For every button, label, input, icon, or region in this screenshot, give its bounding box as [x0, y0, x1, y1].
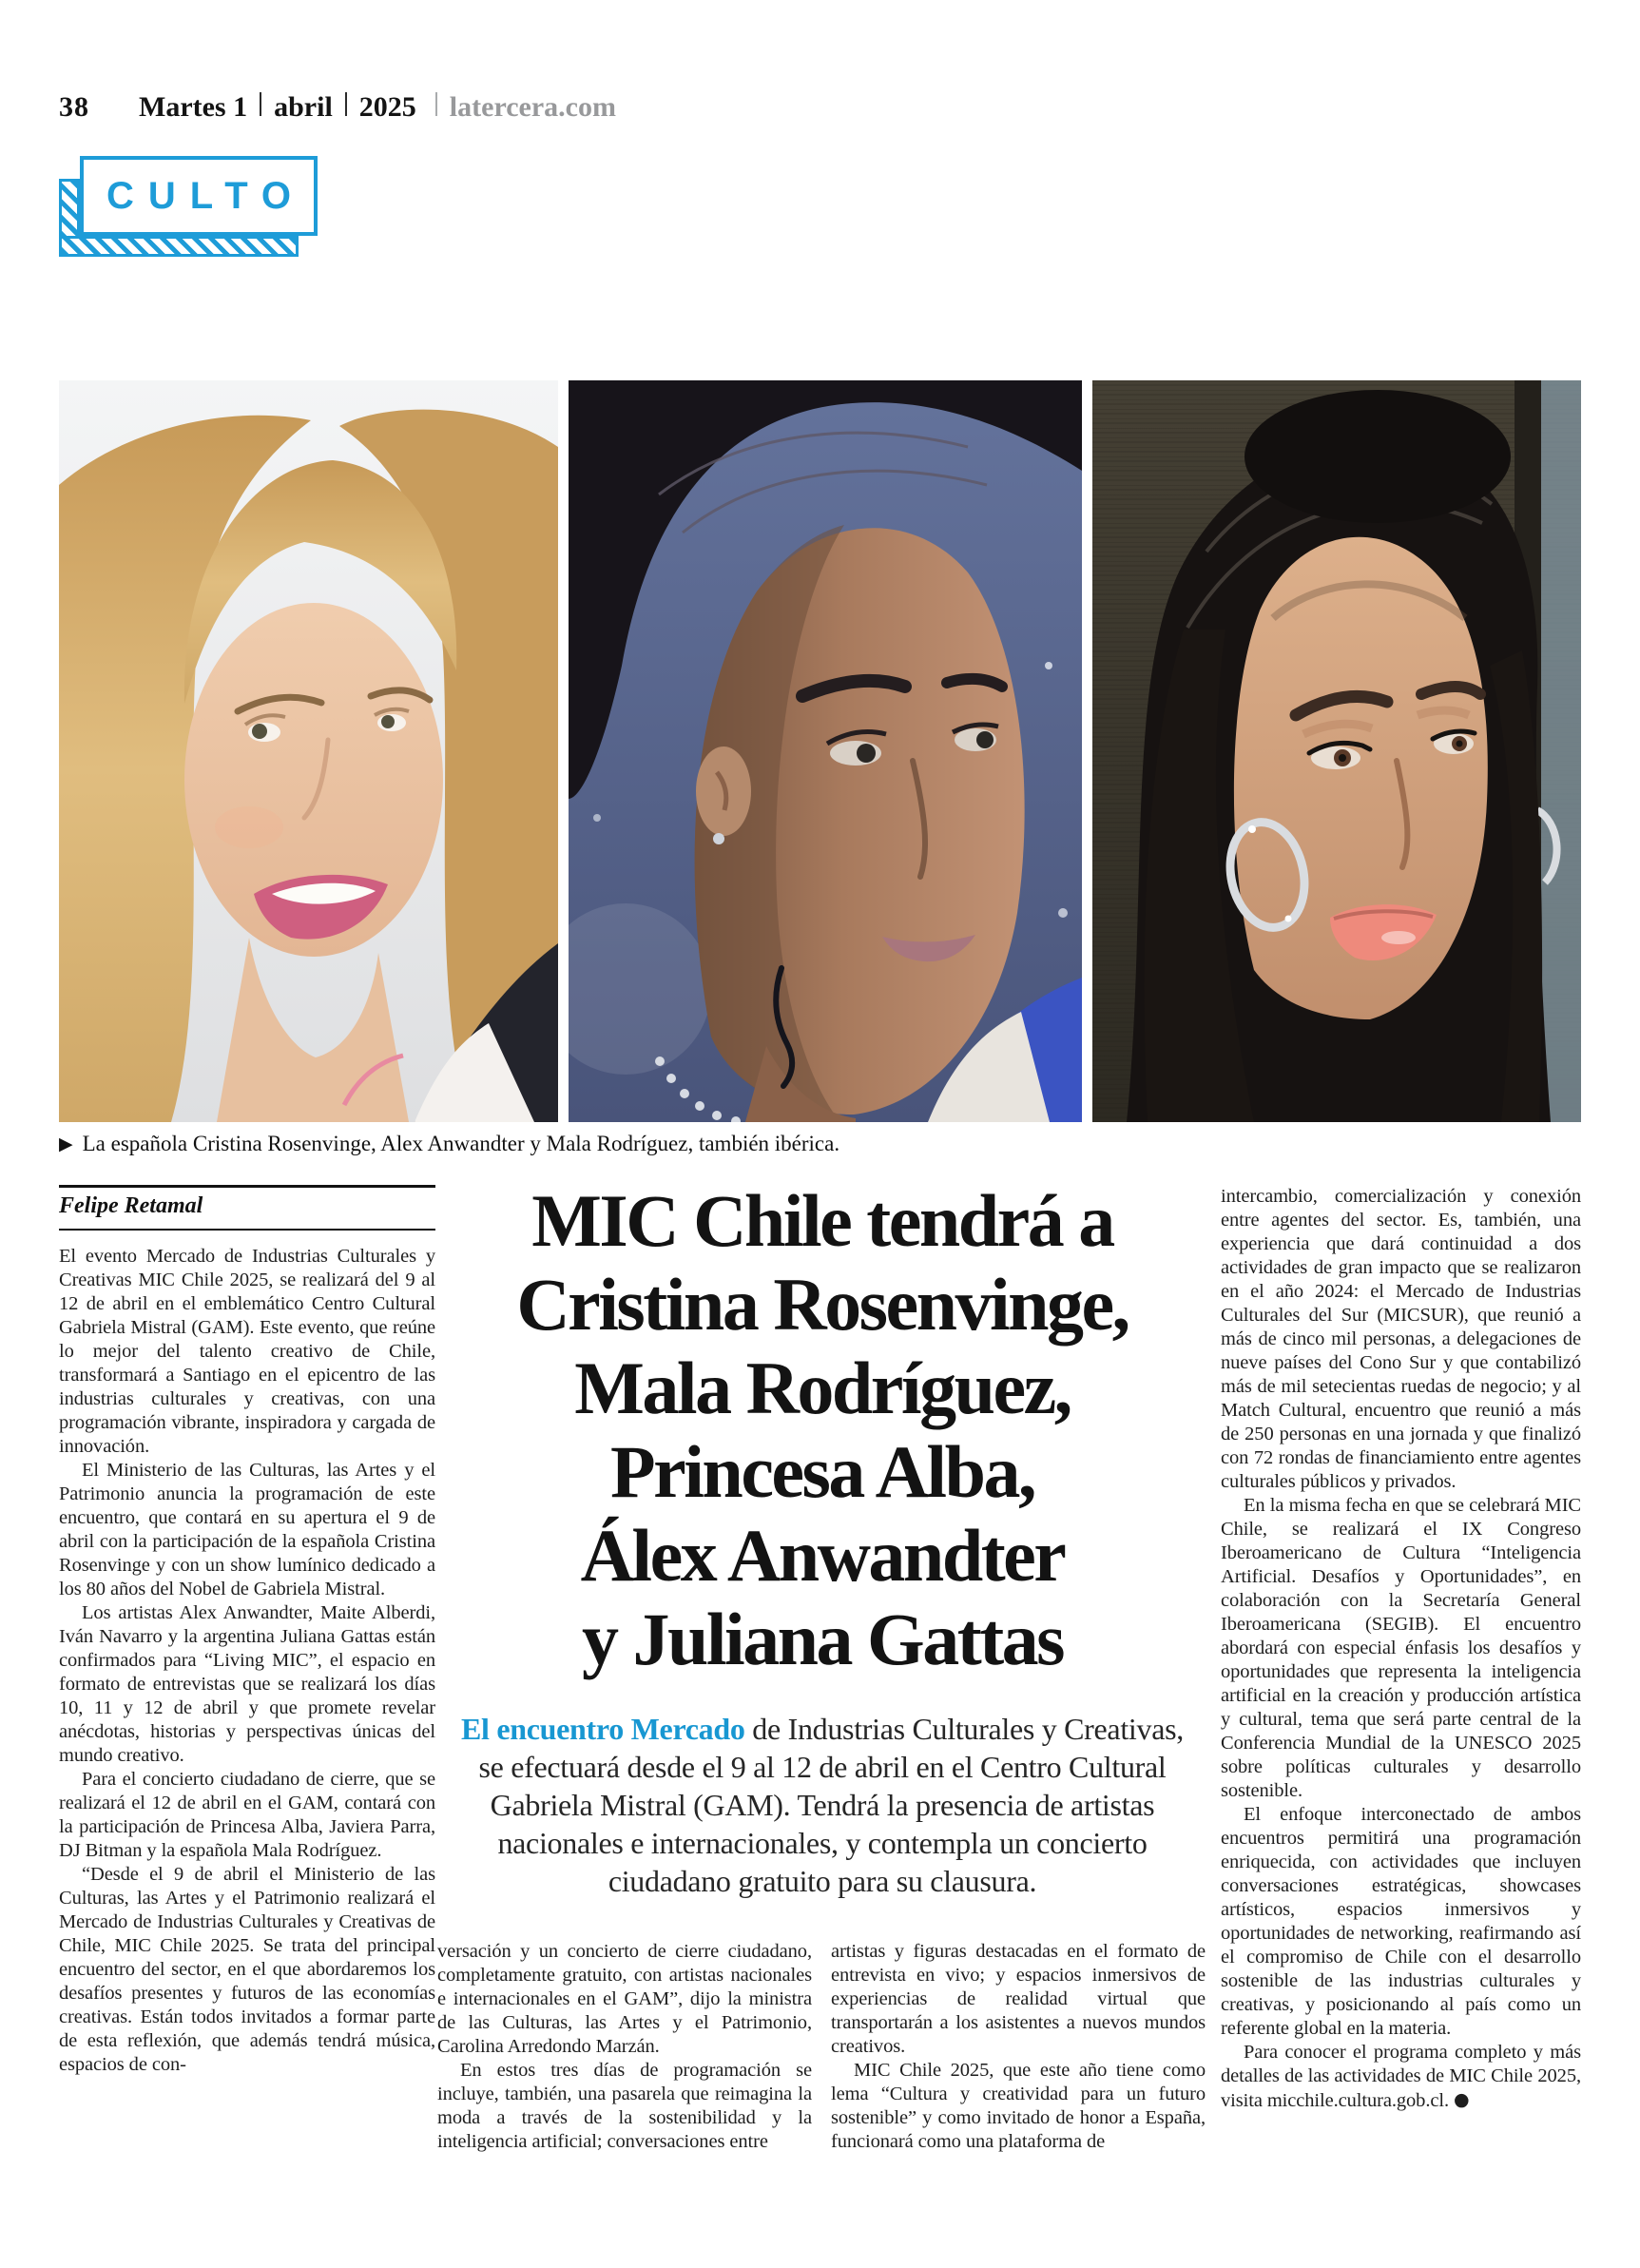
paragraph: Para el concierto ciudadano de cierre, que se realizará el 12 de abril en el GAM, contará con la participación de Princesa Alba, Javiera Parra, DJ Bitman y la española Mala Rodríguez. [59, 1769, 435, 1861]
headline-line: Mala Rodríguez, [574, 1347, 1071, 1429]
closing-paragraph-text: Para conocer el programa completo y más detalles de las actividades de MIC Chile 2025, visita micchile.cultura.gob.cl. [1221, 2042, 1581, 2111]
logo-box [80, 156, 318, 236]
paragraph: El enfoque interconectado de ambos encuentros permitirá una programación enriquecida, con actividades que incluyen conversaciones estratégicas, showcases artísticos, espacios inmersivos y oportunidades de networking, reafirmando así el compromiso de Chile con el desarrollo sostenible de las industrias culturales y creativas, y posicionando al país como un referente global en la materia. [1221, 1804, 1581, 2039]
byline-block [59, 1185, 435, 1231]
masthead-site: latercera.com [449, 91, 616, 123]
lede-highlight: El encuentro Mercado [461, 1712, 745, 1746]
photo-alex-anwandter [569, 380, 1082, 1122]
caption-arrow-icon: ▶ [59, 1134, 73, 1154]
section-logo-label: CULTO [106, 174, 306, 217]
headline-line: Princesa Alba, [610, 1430, 1034, 1513]
lede-text: de Industrias Culturales y Creativas, se efectuará desde el 9 al 12 de abril en el Centro Cultural Gabriela Mistral (GAM). Tendrá la presencia de artistas nacionales e internacionales, y contempla un concierto ciudadano gratuito para su clausura. [478, 1712, 1184, 1898]
article-bottom-right-column [831, 1940, 1206, 2154]
masthead-date-year: 2025 [358, 91, 416, 123]
paragraph: Los artistas Alex Anwandter, Maite Alberdi, Iván Navarro y la argentina Juliana Gattas están confirmados para “Living MIC”, el espacio en formato de entrevistas que se realizará los días 10, 11 y 12 de abril y que promete revelar anécdotas, historias y perspectivas únicas del mundo creativo. [59, 1602, 435, 1766]
photo-caption [59, 1132, 1580, 1156]
photo-cristina-rosenvinge [59, 380, 558, 1122]
page-number: 38 [59, 91, 89, 123]
paragraph: MIC Chile 2025, que este año tiene como lema “Cultura y creatividad para un futuro sostenible” y como invitado de honor a España, funcionará como una plataforma de [831, 2060, 1206, 2152]
paragraph: artistas y figuras destacadas en el formato de entrevista en vivo; y espacios inmersivos de experiencias de realidad virtual que transportarán a los asistentes a nuevos mundos creativos. [831, 1941, 1206, 2057]
logo-hatch-bottom [59, 236, 299, 257]
paragraph: En la misma fecha en que se celebrará MIC Chile, se realizará el IX Congreso Iberoamericano de Cultura “Inteligencia Artificial. Desafíos y Oportunidades”, en colaboración con la Secretaría General Iberoamericana (SEGIB). El encuentro abordará con especial énfasis los desafíos y oportunidades que representa la inteligencia artificial en la creación y producción artística y cultural, tema que será parte central de la Conferencia Mundial de la UNESCO 2025 sobre políticas culturales y desarrollo sostenible. [1221, 1495, 1581, 1801]
headline-line: Álex Anwandter [580, 1514, 1065, 1597]
paragraph [1221, 2041, 1581, 2113]
headline [437, 1179, 1207, 1681]
photo-mala-rodriguez [1092, 380, 1581, 1122]
photo-strip [59, 380, 1581, 1122]
masthead-date-day: Martes 1 [139, 91, 248, 123]
paragraph: El Ministerio de las Culturas, las Artes y el Patrimonio anuncia la programación de este encuentro, que contará en su apertura el 9 de abril con la participación de la española Cristina Rosenvinge y con un show lumínico dedicado a los 80 años del Nobel de Gabriela Mistral. [59, 1460, 435, 1599]
section-logo-culto [59, 156, 318, 259]
masthead-separator [260, 92, 261, 116]
caption-text: La española Cristina Rosenvinge, Alex Anwandter y Mala Rodríguez, también ibérica. [82, 1132, 840, 1155]
masthead-separator [435, 92, 437, 116]
article-right-column [1221, 1185, 1581, 2113]
headline-line: MIC Chile tendrá a [531, 1179, 1113, 1262]
paragraph: “Desde el 9 de abril el Ministerio de las Culturas, las Artes y el Patrimonio realizará el Mercado de Industrias Culturales y Creativas de Chile, MIC Chile 2025. Se trata del principal encuentro del sector, en el que abordaremos los desafíos presentes y futuros de las economías creativas. Están todos invitados a formar parte de esta reflexión, que además tendrá música, espacios de con- [59, 1864, 435, 2075]
article-left-column [59, 1185, 435, 2077]
headline-line: Cristina Rosenvinge, [516, 1263, 1129, 1346]
paragraph: El evento Mercado de Industrias Culturales y Creativas MIC Chile 2025, se realizará del 9 al 12 de abril en el emblemático Centro Cultural Gabriela Mistral (GAM). Este evento, que reúne lo mejor del talento creativo de Chile, transformará a Santiago en el epicentro de las industrias culturales y creativas, con una programación vibrante, inspiradora y cargada de innovación. [59, 1246, 435, 1457]
masthead [59, 91, 616, 124]
paragraph: versación y un concierto de cierre ciudadano, completamente gratuito, con artistas nacionales e internacionales en el GAM”, dijo la ministra de las Culturas, las Artes y el Patrimonio, Carolina Arredondo Marzán. [437, 1941, 812, 2057]
portrait-blonde-woman-illustration [59, 380, 558, 1122]
lede [454, 1710, 1190, 1900]
masthead-date-month: abril [274, 91, 333, 123]
portrait-dark-haired-man-illustration [569, 380, 1082, 1122]
paragraph: En estos tres días de programación se incluye, también, una pasarela que reimagina la moda a través de la sostenibilidad y la inteligencia artificial; conversaciones entre [437, 2060, 812, 2152]
masthead-separator [345, 92, 347, 116]
portrait-dark-haired-woman-illustration [1092, 380, 1581, 1122]
headline-line: y Juliana Gattas [581, 1598, 1064, 1680]
article-bottom-left-column [437, 1940, 812, 2154]
paragraph: intercambio, comercialización y conexión entre agentes del sector. Es, también, una experiencia que dará continuidad a dos actividades de gran impacto que se realizaron en el año 2024: el Mercado de Industrias Culturales del Sur (MICSUR), que reunió a más de cinco mil personas, a delegaciones de nueve países del Cono Sur y que contabilizó más de mil setecientas ruedas de negocio; y al Match Cultural, encuentro que reunió a más de 250 personas en una jornada y que finalizó con 72 rondas de financiamiento entre agentes culturales públicos y privados. [1221, 1186, 1581, 1492]
byline-author: Felipe Retamal [59, 1193, 203, 1218]
article-end-mark: ● [1454, 2089, 1470, 2110]
